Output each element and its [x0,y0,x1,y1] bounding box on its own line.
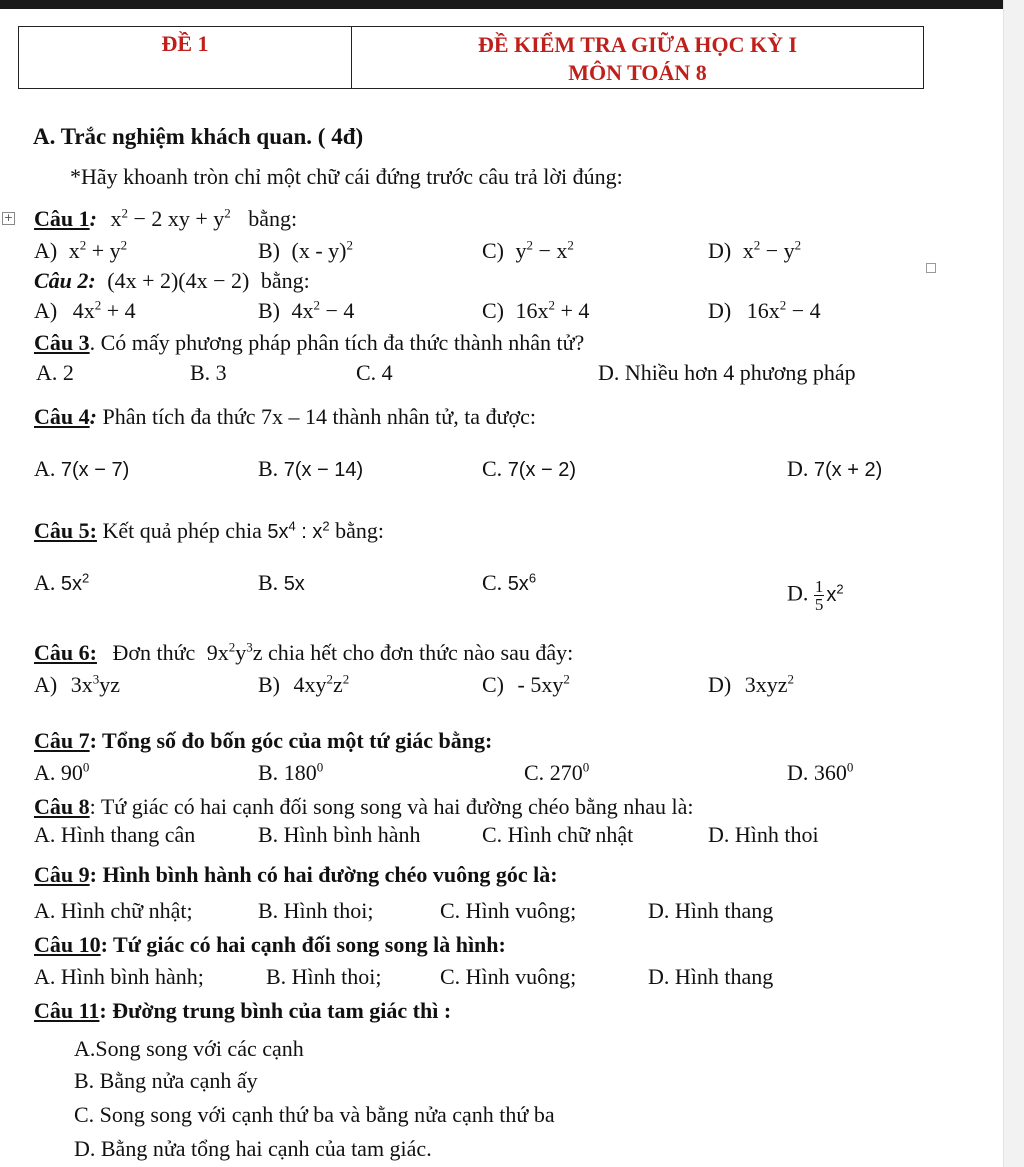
q5-option-d[interactable]: D. $\frac{1}{5}$ $x^2$ [787,577,844,614]
q2-option-c[interactable]: C) $16x^2 + 4$ [482,297,590,323]
question-11 [34,998,451,1024]
q8-option-c[interactable]: C. Hình chữ nhật [482,822,634,847]
q1-expr: $x^2 - 2$ xy + $y^2$ [110,205,231,231]
question-4: Câu 4: Phân tích đa thức 7x – 14 thành nhân tử, ta được: [34,404,537,429]
q6-option-d[interactable]: D) 3xyz$^2$ [708,671,794,697]
q4-expr: 7x – 14 [261,404,328,429]
q11-option-d[interactable]: D. Bằng nửa tổng hai cạnh của tam giác. [74,1136,432,1161]
q6-expr: $9x^2y^3z$ [206,639,263,665]
q5-text-a: Kết quả phép chia [102,518,262,543]
q8-option-b[interactable]: B. Hình bình hành [258,822,421,847]
q7-option-d[interactable]: D. $360^0$ [787,759,854,785]
exam-subject: MÔN TOÁN 8 [568,60,707,85]
q7-text: : Tổng số đo bốn góc của một tứ giác bằng: [89,728,493,753]
q10-label: Câu 10 [34,932,101,957]
exam-title: ĐỀ KIỂM TRA GIỮA HỌC KỲ I [477,32,798,57]
q10-option-d[interactable]: D. Hình thang [648,964,774,989]
q11-option-b[interactable]: B. Bằng nửa cạnh ấy [74,1068,258,1093]
q11-label: Câu 11 [34,998,100,1023]
q3-option-d[interactable]: D. Nhiều hơn 4 phương pháp [598,360,856,385]
question-7 [34,728,492,754]
q5-text-b: bằng: [335,518,385,543]
q7-label: Câu 7 [34,728,90,753]
q2-option-b[interactable]: B) $4x^2 - 4$ [258,297,355,323]
q11-text: : Đường trung bình của tam giác thì : [99,998,452,1023]
q5-label: Câu 5: [34,518,97,543]
q3-text: . Có mấy phương pháp phân tích đa thức thành nhân tử? [89,330,585,355]
q5-fraction: $\frac{1}{5}$ [814,577,824,614]
q5-option-b[interactable]: B. 5x [258,570,305,595]
q9-option-a[interactable]: A. Hình chữ nhật; [34,898,193,923]
q10-option-c[interactable]: C. Hình vuông; [440,964,577,989]
q8-option-d[interactable]: D. Hình thoi [708,822,819,847]
q6-text-a: Đơn thức [112,640,196,665]
q7-option-a[interactable]: A. $90^0$ [34,759,90,785]
section-a-instruction: *Hãy khoanh tròn chỉ một chữ cái đứng trước câu trả lời đúng: [70,164,623,189]
question-9 [34,862,558,888]
q3-option-b[interactable]: B. 3 [190,360,227,385]
question-8 [34,794,694,820]
q3-option-a[interactable]: A. 2 [36,360,74,385]
q4-text-b: thành nhân tử, ta được: [332,404,537,429]
question-2 [34,268,310,294]
q4-option-d[interactable]: D. 7(x + 2) [787,456,883,481]
q4-option-c[interactable]: C. 7(x − 2) [482,456,577,481]
q6-text-b: chia hết cho đơn thức nào sau đây: [268,640,574,665]
q1-option-b[interactable]: B) (x - y)$^2$ [258,237,353,263]
q4-text-a: Phân tích đa thức [102,404,256,429]
q6-option-b[interactable]: B) $4xy^2z^2$ [258,671,350,697]
question-6 [34,640,573,666]
checkbox-icon[interactable] [926,263,936,273]
q6-option-c[interactable]: $C) - 5xy^2$ [482,671,570,697]
q10-option-b[interactable]: B. Hình thoi; [266,964,382,989]
q11-option-c[interactable]: C. Song song với cạnh thứ ba và bằng nửa cạnh thứ ba [74,1102,555,1127]
exam-title-cell [352,27,924,89]
q1-label: Câu 1 [34,206,90,231]
q3-label: Câu 3 [34,330,90,355]
q9-option-d[interactable]: D. Hình thang [648,898,774,923]
q1-text: bằng: [248,206,298,231]
q4-label: Câu 4 [34,404,90,429]
q1-option-d[interactable]: D) $x^2 - y^2$ [708,237,802,263]
expand-icon[interactable]: + [3,211,14,224]
top-dark-bar [0,0,1024,9]
q10-text: : Tứ giác có hai cạnh đối song song là hình: [100,932,506,957]
q10-option-a[interactable]: A. Hình bình hành; [34,964,204,989]
q9-option-c[interactable]: C. Hình vuông; [440,898,577,923]
q6-label: Câu 6: [34,640,97,665]
q8-text: : Tứ giác có hai cạnh đối song song và hai đường chéo bằng nhau là: [89,794,694,819]
q9-option-b[interactable]: B. Hình thoi; [258,898,374,923]
question-5 [34,518,384,544]
q11-option-a[interactable]: A.Song song với các cạnh [74,1036,304,1061]
q2-expr: (4x + 2)(4x − 2) [107,268,250,293]
q6-option-a[interactable]: A) $3x^3yz$ [34,671,120,697]
section-a-title: A. Trắc nghiệm khách quan. ( 4đ) [33,124,364,149]
q2-label: Câu 2: [34,268,96,293]
question-3 [34,330,584,356]
q8-label: Câu 8 [34,794,90,819]
question-1: Câu 1: $x^2 - 2$ xy + $y^2$ bằng: [34,205,298,231]
q2-option-a[interactable]: A) $4x^2 + 4$ [34,297,136,323]
q1-option-a[interactable]: A) $x^2 + y^2$ [34,237,128,263]
q5-expr: $5x^4$ : $x^2$ [267,518,330,543]
exam-header-table [18,26,924,89]
q2-option-d[interactable]: D) $16x^2 - 4$ [708,297,821,323]
q4-option-b[interactable]: B. 7(x − 14) [258,456,364,481]
q5-option-c[interactable]: C. $5x^6$ [482,570,537,595]
q7-option-b[interactable]: B. $180^0$ [258,759,324,785]
q1-option-c[interactable]: C) $y^2 - x^2$ [482,237,574,263]
q9-text: : Hình bình hành có hai đường chéo vuông góc là: [89,862,558,887]
q2-text: bằng: [260,268,310,293]
q4-option-a[interactable]: A. 7(x − 7) [34,456,130,481]
q3-option-c[interactable]: C. 4 [356,360,393,385]
q8-option-a[interactable]: A. Hình thang cân [34,822,196,847]
question-10 [34,932,506,958]
q5-option-a[interactable]: A. $5x^2$ [34,570,90,595]
q9-label: Câu 9 [34,862,90,887]
q7-option-c[interactable]: C. $270^0$ [524,759,590,785]
right-scroll-strip[interactable] [1003,0,1024,1167]
exam-code: ĐỀ 1 [19,27,352,89]
